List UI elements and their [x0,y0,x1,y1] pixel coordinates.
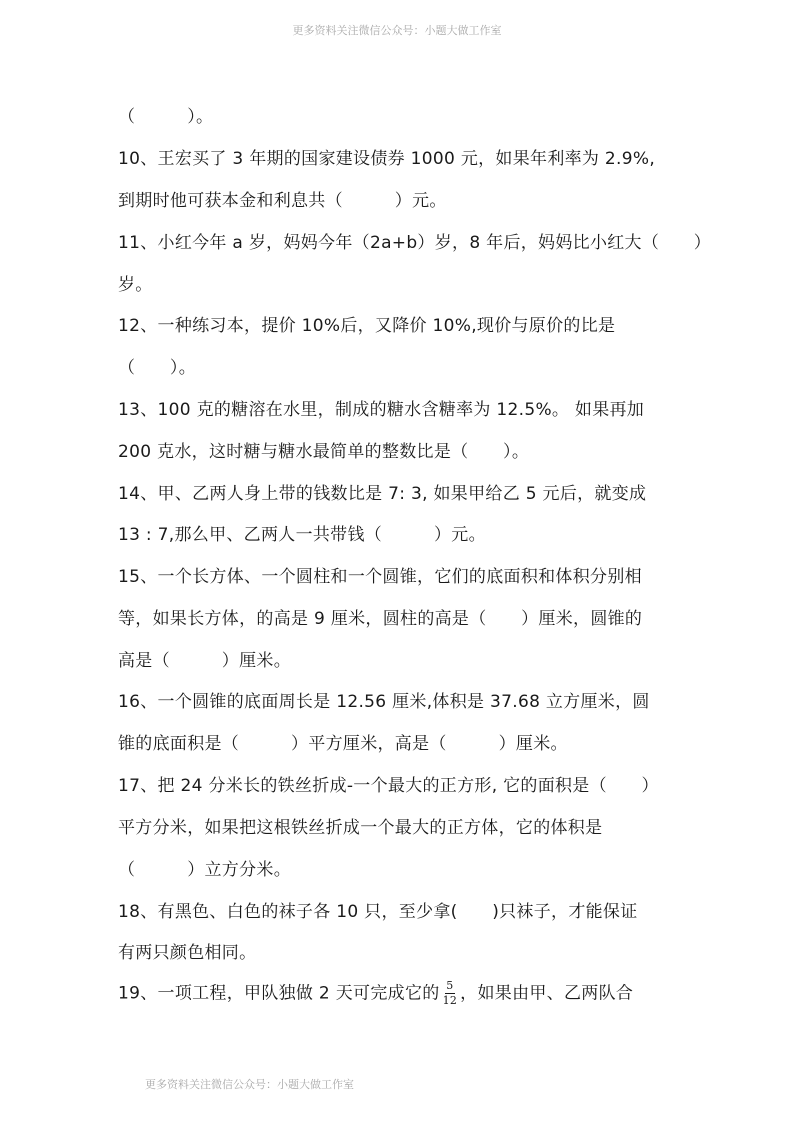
text-line: 14、甲、乙两人身上带的钱数比是 7: 3, 如果甲给乙 5 元后，就变成 [118,484,647,504]
text-line: 10、王宏买了 3 年期的国家建设债券 1000 元，如果年利率为 2.9%, [118,149,656,169]
text-line: 200 克水，这时糖与糖水最简单的整数比是（ ）。 [118,442,530,462]
text-line: 16、一个圆锥的底面周长是 12.56 厘米,体积是 37.68 立方厘米，圆 [118,692,650,712]
text-line: 到期时他可获本金和利息共（ ）元。 [118,191,447,211]
text-line: 15、一个长方体、一个圆柱和一个圆锥，它们的底面积和体积分别相 [118,567,642,587]
line-text-after: ，如果由甲、乙两队合 [460,983,634,1004]
text-line-with-fraction [118,980,633,1007]
text-line: 等，如果长方体，的高是 9 厘米，圆柱的高是（ ）厘米，圆锥的 [118,609,643,629]
text-line: （ ）。 [118,107,214,127]
text-line: 锥的底面积是（ ）平方厘米，高是（ ）厘米。 [118,734,568,754]
text-line: 平方分米，如果把这根铁丝折成一个最大的正方体，它的体积是 [118,818,603,838]
text-line: 有两只颜色相同。 [118,943,257,963]
text-line: （ ）立方分米。 [118,860,291,880]
text-line: 岁。 [118,275,153,295]
text-line: 11、小红今年 a 岁，妈妈今年（2a+b）岁，8 年后，妈妈比小红大（ ） [118,233,712,253]
text-line: （ ）。 [118,358,196,378]
text-line: 13 : 7,那么甲、乙两人一共带钱（ ）元。 [118,525,486,545]
line-text-before: 19、一项工程，甲队独做 2 天可完成它的 [118,983,440,1004]
fraction-numerator: 5 [446,979,454,992]
text-line: 18、有黑色、白色的袜子各 10 只，至少拿( )只袜子，才能保证 [118,902,638,922]
text-line: 12、一种练习本，提价 10%后，又降价 10%,现价与原价的比是 [118,316,616,336]
fraction [442,980,459,1007]
fraction-denominator: 12 [442,994,458,1007]
text-line: 13、100 克的糖溶在水里，制成的糖水含糖率为 12.5%。 如果再加 [118,400,645,420]
text-line: 高是（ ）厘米。 [118,651,291,671]
header-watermark: 更多资料关注微信公众号：小题大做工作室 [292,24,502,37]
text-line: 17、把 24 分米长的铁丝折成-一个最大的正方形, 它的面积是（ ） [118,776,659,796]
footer-watermark: 更多资料关注微信公众号：小题大做工作室 [145,1078,354,1091]
